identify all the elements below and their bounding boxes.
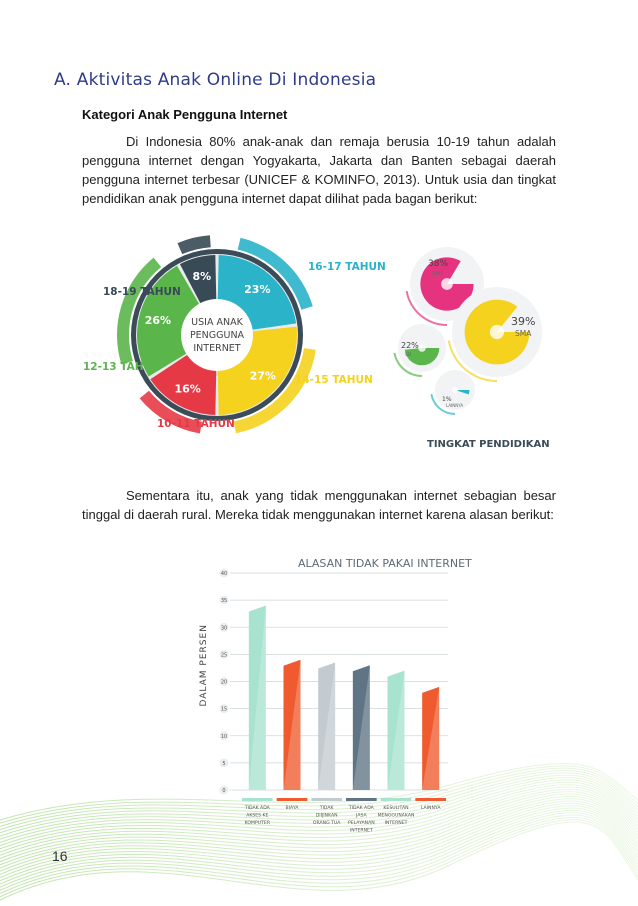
age-category-label: 10-11 TAHUN [157,418,235,430]
x-category-label: DIIJINKAN [315,813,338,819]
edu-bubble-hole [452,387,458,393]
section-title: A. Aktivitas Anak Online Di Indonesia [54,70,377,90]
age-value-label: 16% [174,382,201,396]
category-underline [415,798,446,801]
x-category-label: KESULITAN [383,806,409,811]
x-category-label: INTERNET [384,821,408,826]
reason-bar-chart [190,553,472,838]
paragraph-intro: Di Indonesia 80% anak-anak dan remaja berusia 10-19 tahun adalah pengguna internet dengan Yogyakarta, Jakarta dan Banten sebagai daerah pengguna internet terbesar (UNICEF & KOMINFO, 2013). Untuk usia dan tingkat pendidikan anak pengguna internet dapat dilihat pada bagan berikut: [82,134,556,206]
y-tick-label: 15 [220,706,228,713]
y-tick-label: 20 [220,679,228,686]
x-category-label: TIDAK ADA [348,806,374,811]
edu-category-label: SD [405,353,412,358]
paragraph-reasons: Sementara itu, anak yang tidak menggunakan internet sebagian besar tinggal di daerah rural. Mereka tidak menggunakan internet karena alasan berikut: [82,488,556,522]
donut-center-label: INTERNET [193,343,241,354]
page-number: 16 [52,848,68,864]
edu-bubble-hole [418,344,426,352]
x-category-label: MENGGUNAKAN [377,813,415,819]
age-category-label: 18-19 TAHUN [103,286,181,298]
age-value-label: 27% [249,369,276,383]
y-tick-label: 25 [220,652,228,659]
y-tick-label: 10 [220,733,228,740]
edu-chart-title: TINGKAT PENDIDIKAN [427,439,550,450]
y-tick-label: 35 [220,598,228,605]
y-tick-label: 0 [222,788,226,794]
x-category-label: KOMPUTER [244,821,271,826]
donut-center-label: PENGGUNA [189,330,245,341]
edu-value-label: 1% [442,396,452,403]
x-category-label: PELAYANAN [347,821,375,826]
edu-category-label: LAINNYA [446,403,464,408]
age-category-label: 12-13 TAHUN [83,361,161,373]
y-tick-label: 40 [220,571,228,577]
x-category-label: TIDAK ADA [244,806,270,811]
age-category-label: 14-15 TAHUN [295,374,373,386]
y-tick-label: 30 [220,625,228,632]
x-category-label: LAINNYA [420,806,441,811]
x-category-label: AKSES KE [246,813,269,819]
donut-center-label: USIA ANAK [191,317,243,328]
category-underline [346,798,377,801]
x-category-label: BIAYA [285,806,299,811]
edu-value-label: 22% [401,341,419,350]
category-underline [242,798,273,801]
category-underline [381,798,412,801]
x-category-label: INTERNET [349,828,373,834]
category-underline [311,798,342,801]
education-bubble-chart [385,232,560,457]
age-value-label: 8% [192,269,212,283]
edu-category-label: SMP [432,271,444,277]
bar-chart-title: ALASAN TIDAK PAKAI INTERNET [298,557,472,570]
y-tick-label: 5 [222,760,226,767]
x-category-label: ORANG TUA [312,821,341,826]
edu-value-label: 38% [428,259,449,269]
edu-value-label: 39% [511,315,536,328]
age-donut-chart [75,240,386,440]
edu-bubble-hole [441,278,453,290]
subtitle: Kategori Anak Pengguna Internet [82,107,288,122]
x-category-label: JASA [356,813,367,819]
age-category-label: 16-17 TAHUN [308,261,386,273]
category-underline [277,798,308,801]
edu-category-label: SMA [515,329,532,338]
y-axis-label: DALAM PERSEN [199,624,209,707]
edu-bubble-hole [490,325,504,339]
age-value-label: 23% [244,283,271,297]
age-value-label: 26% [144,313,172,327]
x-category-label: TIDAK [319,806,334,811]
